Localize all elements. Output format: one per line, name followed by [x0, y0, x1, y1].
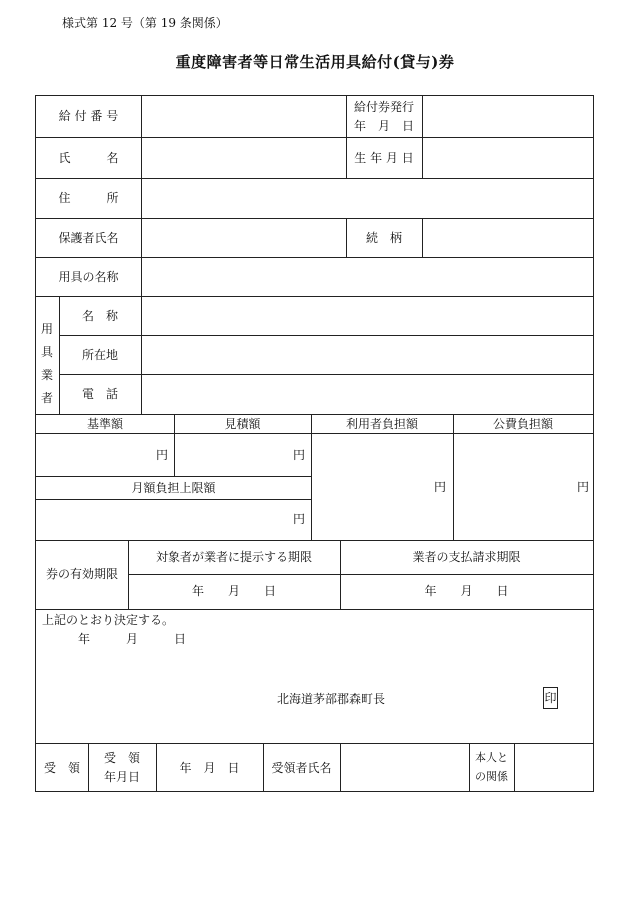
- receipt-date-label-2: 年月日: [103, 770, 140, 784]
- validity-col1-date: 年 月 日: [191, 584, 276, 598]
- amount-header-user: 利用者負担額: [345, 417, 418, 431]
- row-divider: [36, 609, 593, 610]
- form-number: 様式第 12 号（第 19 条関係）: [62, 16, 228, 30]
- vendor-address-label: 所在地: [81, 348, 118, 362]
- yen-unit: 円: [292, 512, 305, 526]
- row-divider: [59, 335, 593, 336]
- validity-col2-header: 業者の支払請求期限: [412, 550, 521, 564]
- vendor-phone-label: 電 話: [81, 387, 118, 401]
- row-divider: [36, 476, 311, 477]
- row-divider: [36, 178, 593, 179]
- issue-date-label: 給付券発行: [353, 100, 414, 114]
- row-divider: [36, 499, 311, 500]
- decision-date: 年 月 日: [78, 632, 187, 646]
- equipment-name-label: 用具の名称: [58, 270, 119, 284]
- row-divider: [36, 218, 593, 219]
- validity-label: 券の有効期限: [45, 567, 118, 581]
- recipient-name-label: 受領者氏名: [271, 761, 332, 775]
- row-divider: [36, 257, 593, 258]
- row-divider: [36, 414, 593, 415]
- col-divider: [422, 218, 423, 257]
- validity-col1-header: 対象者が業者に提示する期限: [155, 550, 312, 564]
- validity-col2-date: 年 月 日: [424, 584, 509, 598]
- receipt-label: 受 領: [43, 761, 80, 775]
- col-divider: [422, 96, 423, 178]
- vendor-group-label: 用具業者: [40, 322, 53, 405]
- col-divider: [311, 414, 312, 540]
- form-title: 重度障害者等日常生活用具給付(貸与)券: [175, 53, 455, 71]
- col-divider: [340, 743, 341, 792]
- guardian-label: 保護者氏名: [58, 231, 119, 245]
- monthly-cap-label: 月額負担上限額: [131, 481, 216, 495]
- relationship-label: 本人と: [475, 751, 508, 764]
- row-divider: [36, 137, 593, 138]
- issue-number-label: 給 付 番 号: [58, 109, 119, 123]
- receipt-date: 年 月 日: [179, 761, 240, 775]
- relation-label: 続 柄: [365, 231, 402, 245]
- seal-mark: 印: [543, 687, 558, 709]
- issuing-authority: 北海道茅部郡森町長: [277, 692, 386, 706]
- col-divider: [141, 96, 142, 414]
- voucher-form: [35, 95, 594, 792]
- amount-header-public: 公費負担額: [492, 417, 553, 431]
- col-divider: [514, 743, 515, 792]
- row-divider: [59, 374, 593, 375]
- decision-statement: 上記のとおり決定する。: [42, 613, 175, 627]
- relationship-label-2: の関係: [475, 770, 508, 783]
- row-divider: [36, 540, 593, 541]
- yen-unit: 円: [434, 480, 447, 494]
- vendor-name-label: 名 称: [81, 309, 118, 323]
- row-divider: [36, 296, 593, 297]
- birthdate-label: 生 年 月 日: [354, 151, 414, 165]
- row-divider: [128, 574, 593, 575]
- row-divider: [36, 743, 593, 744]
- yen-unit: 円: [577, 480, 590, 494]
- amount-header-estimate: 見積額: [224, 417, 261, 431]
- address-label: 住 所: [58, 191, 119, 205]
- receipt-date-label: 受 領: [103, 751, 140, 765]
- yen-unit: 円: [155, 448, 168, 462]
- yen-unit: 円: [292, 448, 305, 462]
- row-divider: [36, 433, 593, 434]
- col-divider: [453, 414, 454, 540]
- amount-header-standard: 基準額: [86, 417, 123, 431]
- name-label: 氏 名: [58, 151, 119, 165]
- issue-date-label-2: 年 月 日: [353, 119, 414, 133]
